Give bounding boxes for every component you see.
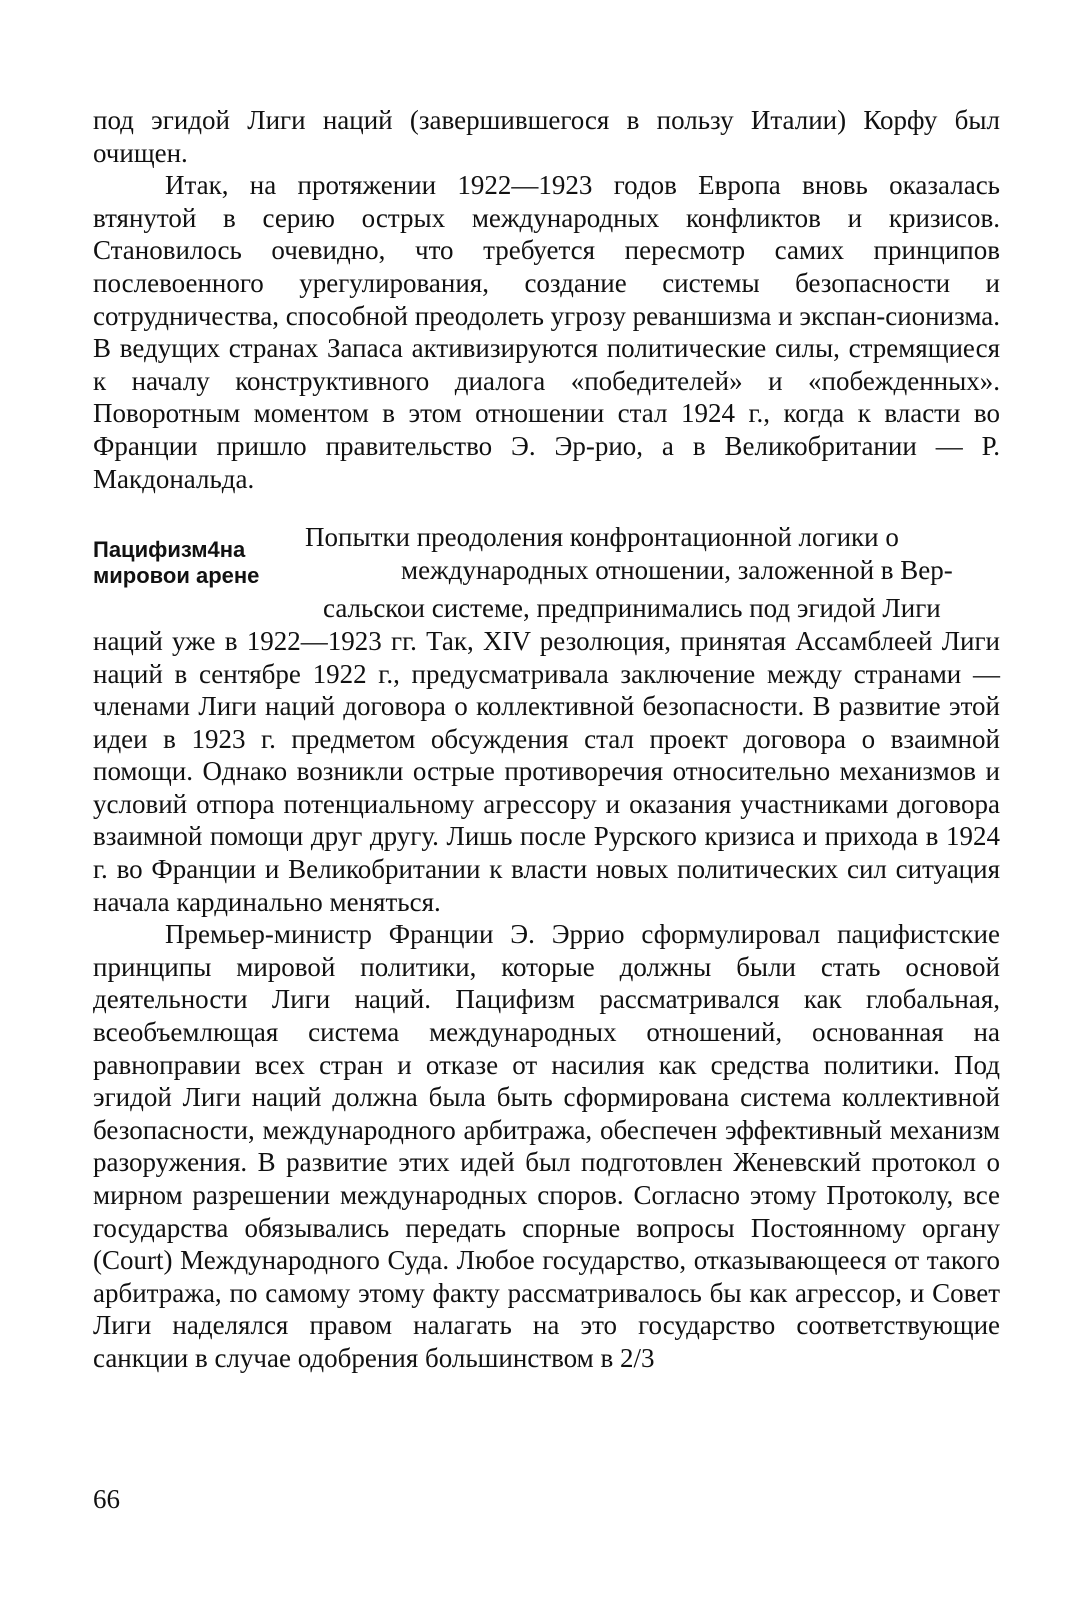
paragraph-continuation: под эгидой Лиги наций (завершившегося в пользу Италии) Корфу был очищен. bbox=[93, 105, 1000, 168]
section-opening-lines bbox=[305, 521, 1000, 625]
page-body bbox=[93, 104, 1000, 1375]
paragraph-herriot-pacifism: Премьер-министр Франции Э. Эррио сформулировал пацифистские принципы мировой политики, которые должны были стать основой деятельности Лиги наций. Пацифизм рассматривался как глобальная, всеобъемлющая система международных отношений, основанная на равноправии всех стран и отказе от насилия как средства политики. Под эгидой Лиги наций должна была быть сформирована система коллективной безопасности, международного арбитража, обеспечен эффективный механизм разоружения. В развитие этих идей был подготовлен Женевский протокол о мирном разрешении международных споров. Согласно этому Протоколу, все государства обязывались передать спорные вопросы Постоянному органу (Court) Международного Суда. Любое государство, отказывающееся от такого арбитража, по самому этому факту рассматривалось бы как агрессор, и Совет Лиги наделялся правом налагать на это государство соответствующие санкции в случае одобрения большинством в 2/3 bbox=[93, 919, 1000, 1373]
side-heading-line-2: мировои арене bbox=[93, 563, 260, 589]
side-heading-line-1: Пацифизм4на bbox=[93, 537, 246, 563]
page-number: 66 bbox=[93, 1484, 120, 1514]
paragraph-collective-security: наций уже в 1922—1923 гг. Так, XIV резолюция, принятая Ассамблеей Лиги наций в сентябре 1922 г., предусматривала заключение между странами — членами Лиги наций договора о коллективной безопасности. В развитие этой идеи в 1923 г. предметом обсуждения стал проект договора о взаимной помощи. Однако возникли острые противоречия относительно механизмов и условий отпора потенциальному агрессору и оказания участниками договора взаимной помощи друг другу. Лишь после Рурского кризиса и прихода в 1924 г. во Франции и Великобритании к власти новых политических сил ситуация начала кардинально меняться. bbox=[93, 625, 1000, 917]
section-pacifism bbox=[93, 521, 1000, 918]
paragraph-europe-crises: Итак, на протяжении 1922—1923 годов Европа вновь оказалась втянутой в серию острых международных конфликтов и кризисов. Становилось очевидно, что требуется пересмотр самих принципов послевоенного урегулирования, создание системы безопасности и сотрудничества, способной преодолеть угрозу реваншизма и экспан-сионизма. В ведущих странах Запаса активизируются политические силы, стремящиеся к началу конструктивного диалога «победителей» и «побежденных». Поворотным моментом в этом отношении стал 1924 г., когда к власти во Франции пришло правительство Э. Эр-рио, а в Великобритании — Р. Макдональда. bbox=[93, 170, 1000, 494]
section-line-2: международных отношении, заложенной в Вер- bbox=[401, 554, 953, 585]
side-heading bbox=[93, 537, 259, 589]
section-line-1: Попытки преодоления конфронтационной логики о bbox=[305, 522, 899, 553]
section-line-3: сальскои системе, предпринимались под эгидой Лиги bbox=[323, 593, 941, 624]
